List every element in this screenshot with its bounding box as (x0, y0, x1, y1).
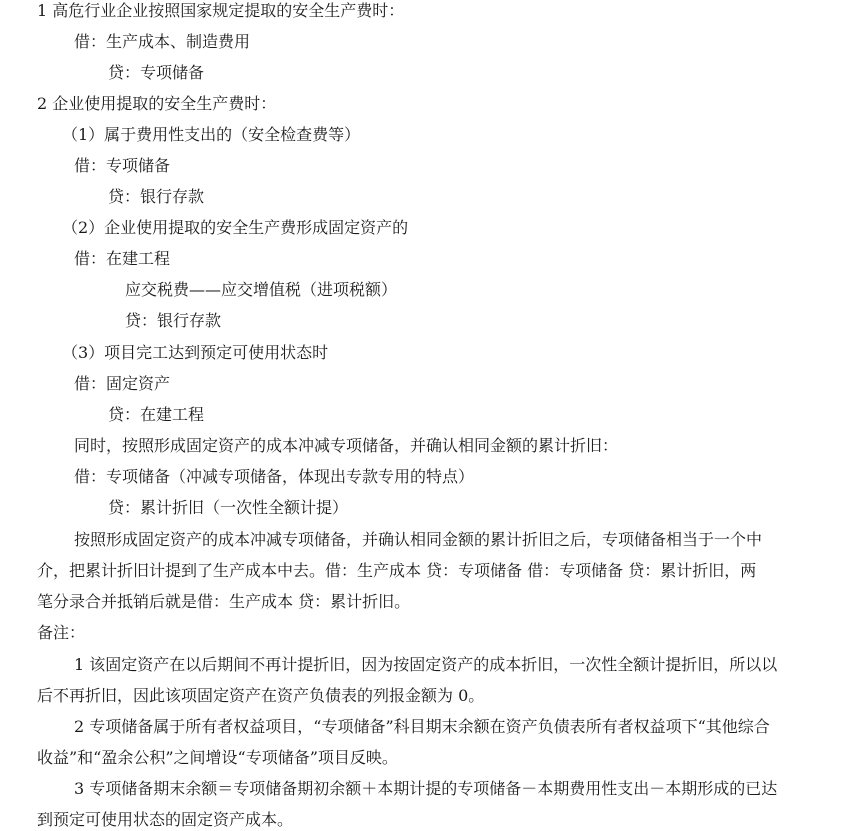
remark-2-line: 2 专项储备属于所有者权益项目，“专项储备”科目期末余额在资产负债表所有者权益项下“其他综合 (74, 717, 770, 736)
remark-2-line: 收益”和“盈余公积”之间增设“专项储备”项目反映。 (37, 748, 398, 767)
entry-debit: 借：专项储备 (74, 156, 171, 175)
entry-credit: 贷：银行存款 (108, 187, 205, 206)
note-line: 同时，按照形成固定资产的成本冲减专项储备，并确认相同金额的累计折旧： (74, 436, 619, 455)
entry-debit-continued: 应交税费——应交增值税（进项税额） (125, 280, 398, 299)
remarks-heading: 备注： (37, 623, 86, 642)
heading-1: 1 高危行业企业按照国家规定提取的安全生产费时： (37, 1, 405, 20)
entry-debit: 借：专项储备（冲减专项储备，体现出专款专用的特点） (74, 467, 475, 486)
paragraph-line: 笔分录合并抵销后就是借：生产成本 贷：累计折旧。 (37, 592, 411, 611)
paragraph-line: 按照形成固定资产的成本冲减专项储备，并确认相同金额的累计折旧之后，专项储备相当于一个中 (74, 530, 763, 549)
entry-debit: 借：固定资产 (74, 374, 171, 393)
remark-1-line: 后不再折旧，因此该项固定资产在资产负债表的列报金额为 0。 (37, 686, 485, 705)
subheading-1: （1）属于费用性支出的（安全检查费等） (62, 125, 361, 144)
entry-credit: 贷：累计折旧（一次性全额计提） (108, 498, 349, 517)
subheading-3: （3）项目完工达到预定可使用状态时 (62, 343, 329, 362)
entry-credit: 贷：银行存款 (125, 311, 222, 330)
remark-3-line: 到预定可使用状态的固定资产成本。 (37, 810, 294, 829)
entry-credit: 贷：在建工程 (108, 405, 205, 424)
entry-debit: 借：在建工程 (74, 249, 171, 268)
remark-1-line: 1 该固定资产在以后期间不再计提折旧，因为按固定资产的成本折旧，一次性全额计提折旧，所以以 (74, 655, 778, 674)
subheading-2: （2）企业使用提取的安全生产费形成固定资产的 (62, 218, 409, 237)
entry-credit: 贷：专项储备 (108, 63, 205, 82)
paragraph-line: 介，把累计折旧计提到了生产成本中去。借：生产成本 贷：专项储备 借：专项储备 贷：累计折旧，两 (37, 561, 757, 580)
remark-3-line: 3 专项储备期末余额＝专项储备期初余额＋本期计提的专项储备－本期费用性支出－本期形成的已达 (74, 779, 778, 798)
heading-2: 2 企业使用提取的安全生产费时： (37, 94, 277, 113)
entry-debit: 借：生产成本、制造费用 (74, 32, 251, 51)
